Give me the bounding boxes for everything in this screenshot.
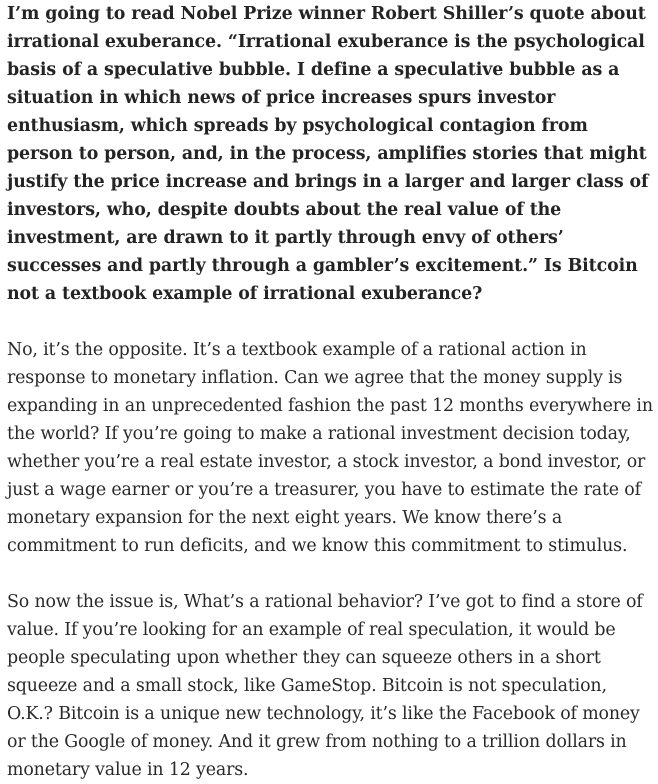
interview-answer-paragraph-2: So now the issue is, What’s a rational behavior? I’ve got to find a store of value. If you’re looking for an example of real speculation, it would be people speculating upon whether they can squeeze others in a short squeeze and a small stock, like GameStop. Bitcoin is not speculation, O.K.? Bitcoin is a unique new technology, it’s like the Facebook of money or the Google of money. And it grew from nothing to a trillion dollars in monetary value in 12 years. <box>7 592 643 780</box>
article-body <box>7 0 655 784</box>
paragraph-spacer <box>7 308 655 336</box>
paragraph-spacer <box>7 560 655 588</box>
interview-question: I’m going to read Nobel Prize winner Robert Shiller’s quote about irrational exuberance. “Irrational exuberance is the psychological basis of a speculative bubble. I define a speculative bubble as a situation in which news of price increases spurs investor enthusiasm, which spreads by psychological contagion from person to person, and, in the process, amplifies stories that might justify the price increase and brings in a larger and larger class of investors, who, despite doubts about the real value of the investment, are drawn to it partly through envy of others’ successes and partly through a gambler’s excitement.” Is Bitcoin not a textbook example of irrational exuberance? <box>7 4 649 304</box>
interview-answer-paragraph-1: No, it’s the opposite. It’s a textbook example of a rational action in response to monetary inflation. Can we agree that the money supply is expanding in an unprecedented fashion the past 12 months everywhere in the world? If you’re going to make a rational investment decision today, whether you’re a real estate investor, a stock investor, a bond investor, or just a wage earner or you’re a treasurer, you have to estimate the rate of monetary expansion for the next eight years. We know there’s a commitment to run deficits, and we know this commitment to stimulus. <box>7 340 653 556</box>
